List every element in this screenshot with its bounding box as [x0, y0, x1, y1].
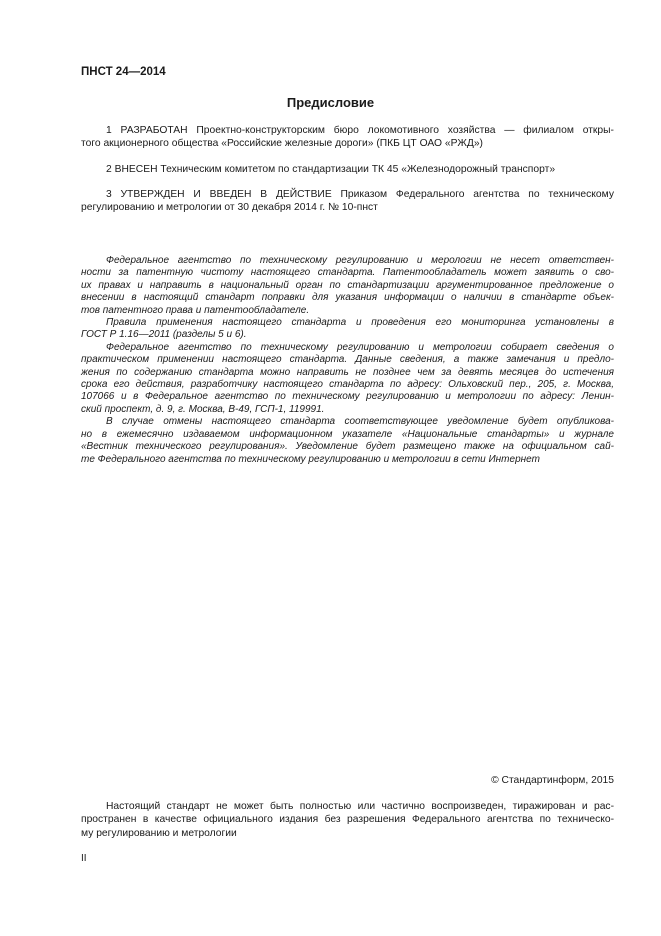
text-line: ский проспект, д. 9, г. Москва, В-49, ГСП-1, 119991.: [81, 403, 325, 415]
text-line: Федеральное агентство по техническому регулированию и метрологии собирает сведения о: [106, 341, 614, 353]
text-line: 107066 и в Федеральное агентство по техническому регулированию и метрологии по адресу: Ленин-: [81, 391, 614, 403]
text-line: 1 РАЗРАБОТАН Проектно-конструкторским бюро локомотивного хозяйства — филиалом откры-: [106, 125, 614, 136]
text-line: 2 ВНЕСЕН Техническим комитетом по стандартизации ТК 45 «Железнодорожный транспорт»: [106, 164, 556, 175]
copyright: © Стандартинформ, 2015: [491, 775, 614, 786]
rules-paragraph: [81, 317, 614, 342]
text-line: ГОСТ Р 1.16—2011 (разделы 5 и 6).: [81, 329, 247, 341]
text-line: Правила применения настоящего стандарта и проведения его мониторинга установлены в: [106, 317, 614, 329]
text-line: внесении в настоящий стандарт поправки для указания информации о наличии в стандарте объек-: [81, 292, 614, 304]
text-line: тов патентного права и патентообладателе.: [81, 304, 310, 316]
text-line: В случае отмены настоящего стандарта соответствующее уведомление будет опубликова-: [106, 416, 614, 428]
text-line: но в ежемесячно издаваемом информационном указателе «Национальные стандарты» и журнале: [81, 428, 614, 440]
text-line: те Федерального агентства по техническому регулированию и метрологии в сети Интернет: [81, 453, 540, 465]
item-2: [81, 163, 614, 176]
text-line: «Вестник технического регулирования». Уведомление будет размещено также на официальном сай-: [81, 441, 614, 453]
patent-notice-paragraph: [81, 255, 614, 317]
notice-block: [81, 255, 614, 466]
item-1: [81, 124, 614, 151]
text-line: 3 УТВЕРЖДЕН И ВВЕДЕН В ДЕЙСТВИЕ Приказом Федерального агентства по техническому: [106, 189, 614, 200]
text-line: ности за патентную чистоту настоящего стандарта. Патентообладатель может заявить о сво-: [81, 267, 614, 279]
reproduction-notice: [81, 800, 614, 840]
text-line: жения по содержанию стандарта можно направить не позднее чем за девять месяцев до истечения: [81, 366, 614, 378]
text-line: практическом применении настоящего стандарта. Данные сведения, а также замечания и предло-: [81, 354, 614, 366]
text-line: Настоящий стандарт не может быть полностью или частично воспроизведен, тиражирован и рас-: [106, 801, 614, 812]
text-line: того акционерного общества «Российские железные дороги» (ПКБ ЦТ ОАО «РЖД»): [81, 138, 483, 150]
document-code: ПНСТ 24—2014: [81, 66, 166, 78]
text-line: му регулированию и метрологии: [81, 827, 237, 839]
page-title: Предисловие: [286, 95, 375, 110]
cancellation-paragraph: [81, 416, 614, 466]
text-line: Федеральное агентство по техническому регулированию и мерологии не несет ответствен-: [106, 255, 614, 266]
text-line: срока его действия, разработчику настоящего стандарта по адресу: Ольховский пер., 205, г. Москва,: [81, 379, 614, 391]
item-3: [81, 188, 614, 215]
feedback-paragraph: [81, 342, 614, 416]
text-line: регулированию и метрологии от 30 декабря 2014 г. № 10-пнст: [81, 202, 378, 214]
page-number: II: [81, 853, 87, 864]
text-line: пространен в качестве официального издания без разрешения Федерального агентства по техническо-: [81, 814, 614, 826]
text-line: их правах и направить в национальный орган по стандартизации аргументированное предложение о: [81, 279, 614, 291]
